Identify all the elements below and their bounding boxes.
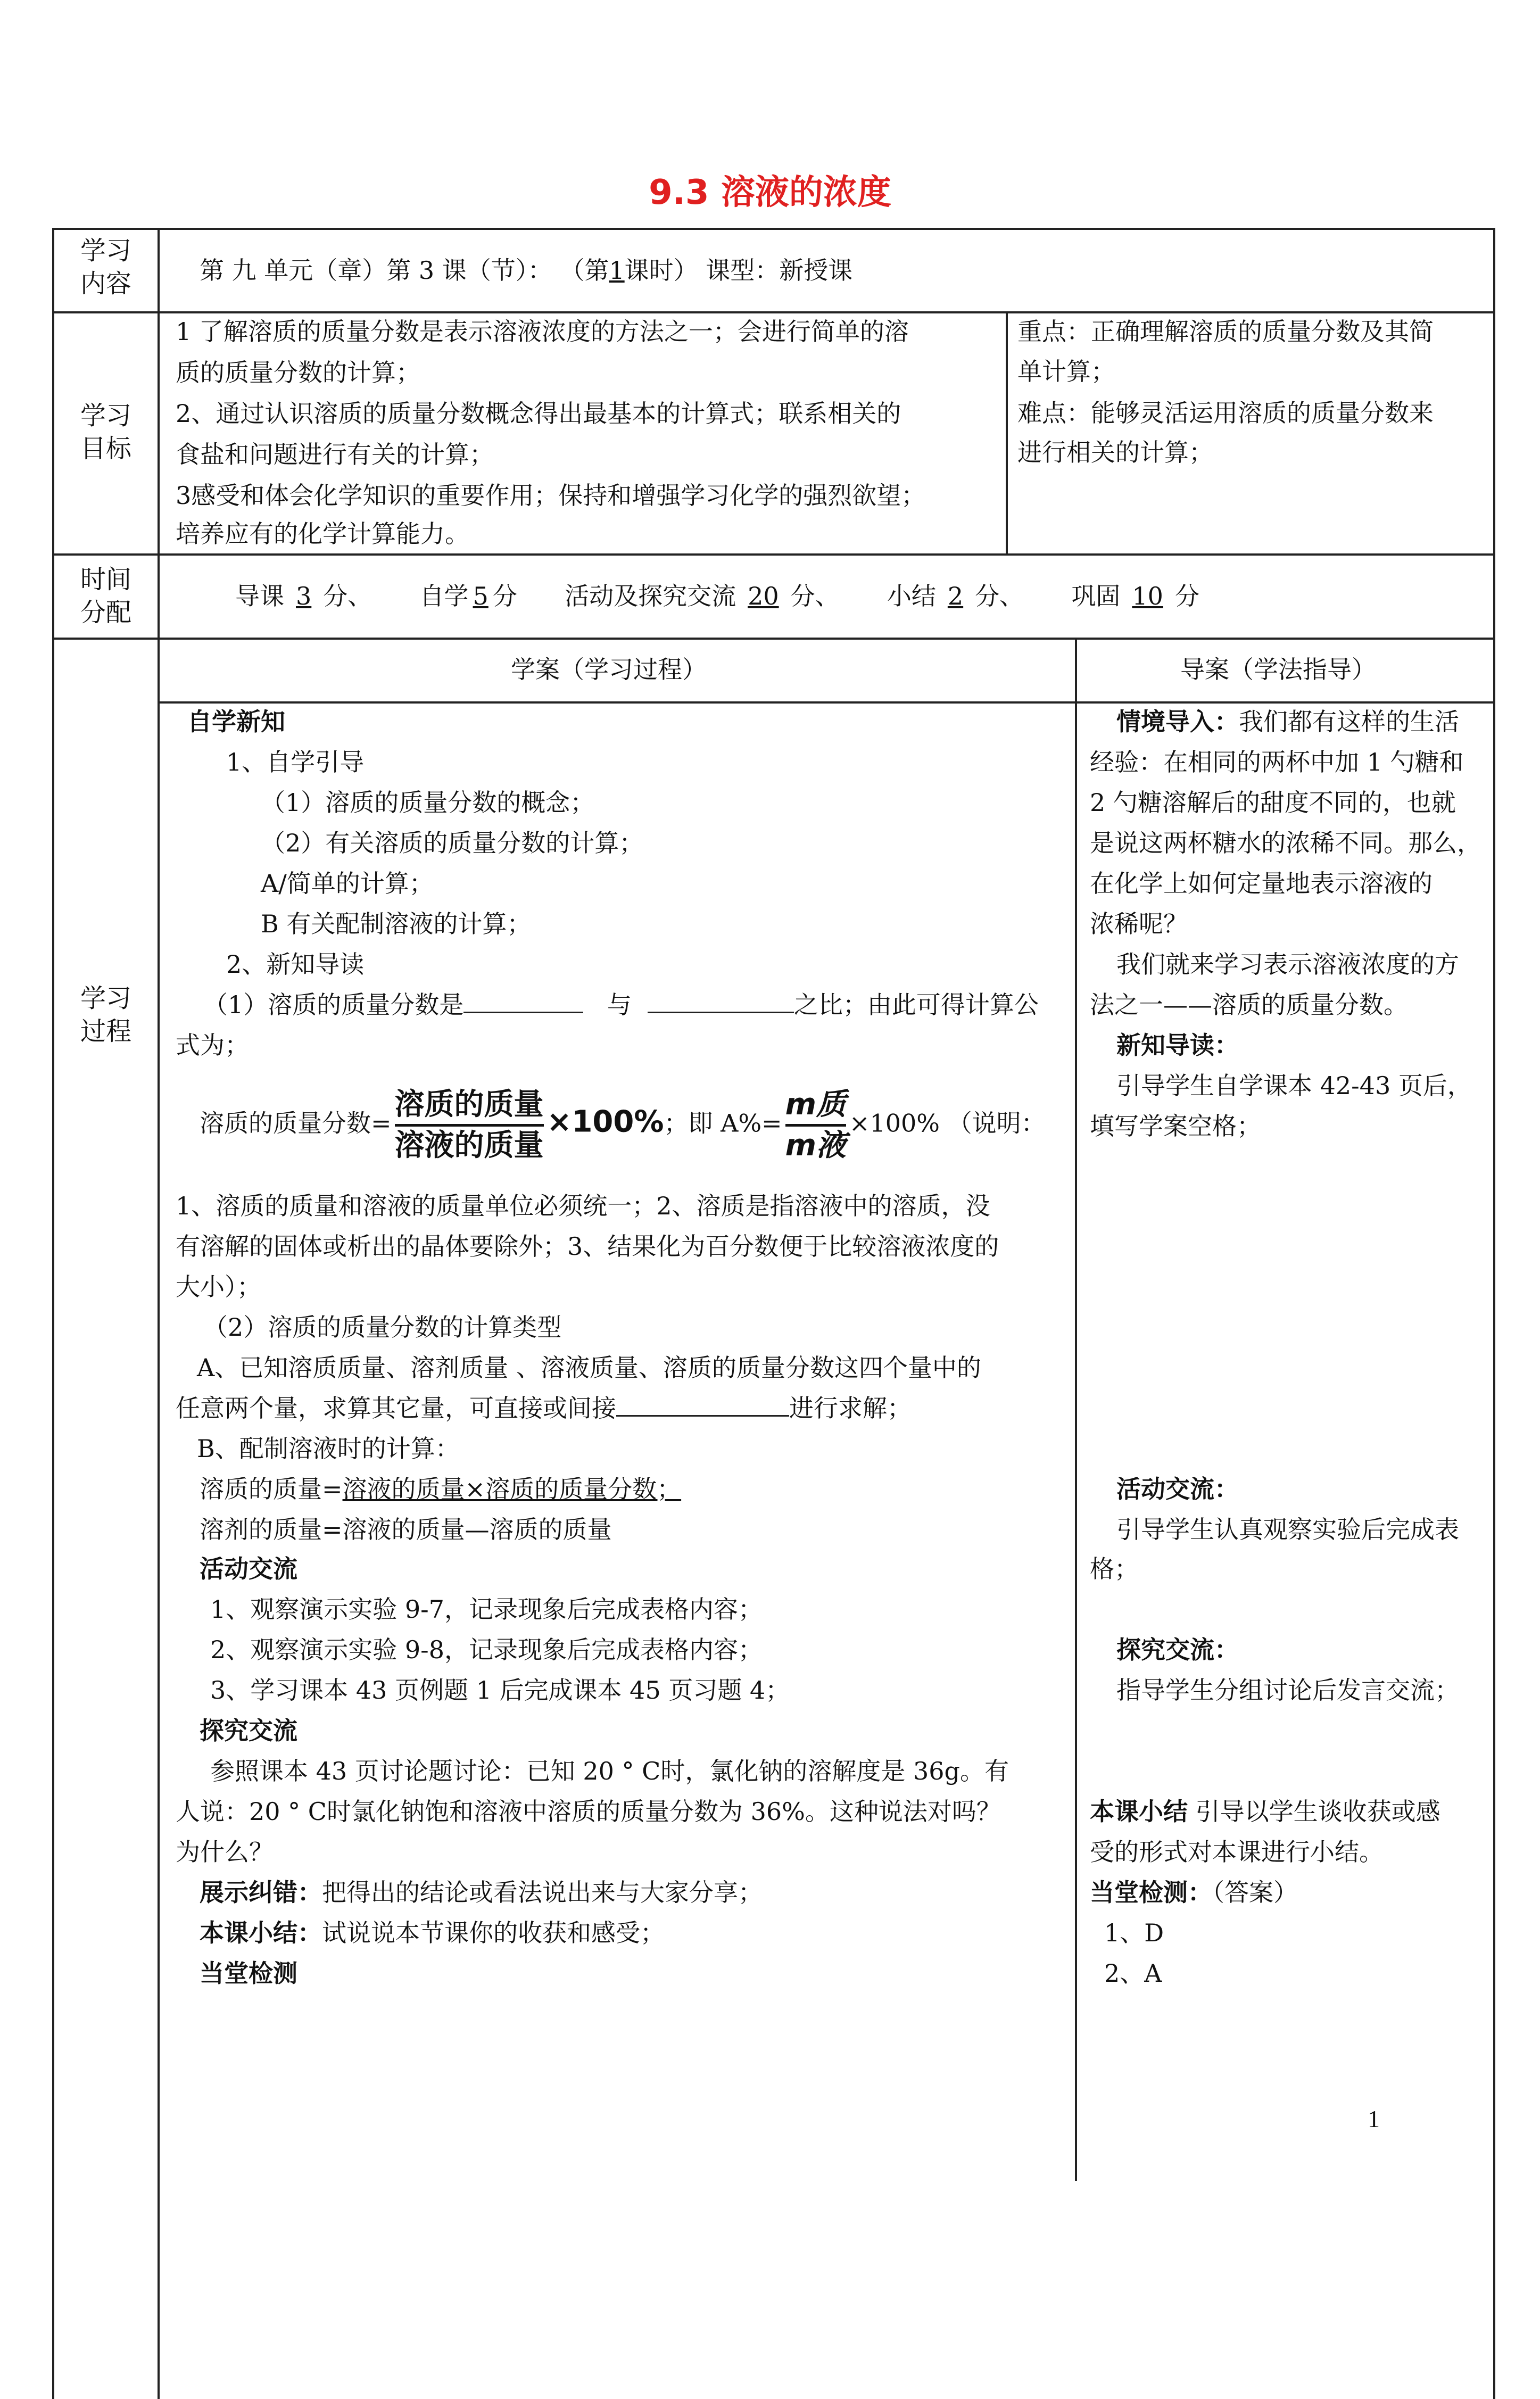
guide-line: 引导学生自学课本 42-43 页后， (1116, 1071, 1472, 1100)
process-line: 参照课本 43 页讨论题讨论：已知 20 ° C时，氯化钠的溶解度是 36g。有 (210, 1757, 1009, 1785)
label-study-goals: 学习 目标 (80, 401, 131, 464)
guide-line: 受的形式对本课进行小结。 (1090, 1838, 1384, 1866)
formula-fraction-short: $\frac{\text{m质}}{\text{m液}}$ (785, 1086, 846, 1165)
process-line: 大小）； (176, 1272, 261, 1301)
label-study-content: 学习 内容 (80, 236, 131, 299)
header-learning-plan: 学案（学习过程） (511, 655, 707, 684)
process-line: B 有关配制溶液的计算； (261, 909, 532, 938)
guide-line: 当堂检测：（答案） (1090, 1878, 1298, 1907)
blank-field[interactable] (648, 988, 794, 1013)
guide-line: 本课小结 引导以学生谈收获或感 (1090, 1797, 1440, 1826)
process-line: 本课小结：试说说本节课你的收获和感受； (200, 1918, 665, 1947)
label-study-process: 学习 过程 (80, 983, 131, 1046)
guide-heading: 新知导读： (1116, 1031, 1239, 1060)
guide-line: 法之一——溶质的质量分数。 (1090, 990, 1408, 1019)
process-line: 有溶解的固体或析出的晶体要除外；3、结果化为百分数便于比较溶液浓度的 (176, 1232, 999, 1261)
process-line: A/简单的计算； (261, 869, 434, 898)
key-point-line: 重点：正确理解溶质的质量分数及其简 (1017, 317, 1434, 346)
answer-line: 1、D (1104, 1918, 1164, 1947)
goal-line: 培养应有的化学计算能力。 (176, 519, 469, 548)
guide-line: 格； (1090, 1554, 1139, 1583)
process-line: 1、自学引导 (226, 748, 365, 776)
process-line: 2、观察演示实验 9-8，记录现象后完成表格内容； (210, 1635, 763, 1664)
label-time-allocation: 时间 分配 (80, 565, 131, 627)
section-in-class-test: 当堂检测 (200, 1959, 297, 1988)
guide-line: 在化学上如何定量地表示溶液的 (1090, 869, 1433, 898)
goal-line: 食盐和问题进行有关的计算； (176, 440, 494, 469)
fill-in-line: 任意两个量，求算其它量，可直接或间接 进行求解； (176, 1388, 912, 1429)
formula-fraction: $\frac{\text{溶质的质量}}{\text{溶液的质量}}$ (395, 1086, 544, 1165)
guide-line: 2 勺糖溶解后的甜度不同的，也就 (1090, 788, 1456, 817)
process-line: （2）溶质的质量分数的计算类型 (203, 1313, 562, 1342)
key-point-line: 难点：能够灵活运用溶质的质量分数来 (1017, 399, 1434, 427)
fill-in-line: （1）溶质的质量分数是 与 之比；由此可得计算公 (203, 985, 1039, 1025)
guide-line: 是说这两杯糖水的浓稀不同。那么， (1090, 829, 1481, 857)
time-allocation: 导课 3 分、 自学 5 分 活动及探究交流 20 分、 小结 2 分、 巩固 10 分 (235, 582, 1199, 610)
answer-line: 2、A (1104, 1959, 1162, 1988)
process-line: 人说：20 ° C时氯化钠饱和溶液中溶质的质量分数为 36%。这种说法对吗？ (176, 1797, 1001, 1826)
header-teaching-guide: 导案（学法指导） (1180, 655, 1376, 684)
document-title: 9.3 溶液的浓度 (649, 173, 891, 212)
process-line: B、配制溶液时的计算： (197, 1434, 460, 1463)
process-line: （2）有关溶质的质量分数的计算； (261, 829, 644, 857)
goal-line: 3感受和体会化学知识的重要作用；保持和增强学习化学的强烈欲望； (176, 481, 926, 510)
lesson-info: 第 九 单元（章）第 3 课（节）： （第1课时） 课型：新授课 (200, 256, 853, 285)
blank-field[interactable] (616, 1392, 789, 1417)
section-inquiry: 探究交流 (200, 1716, 297, 1745)
guide-line: 浓稀呢？ (1090, 909, 1188, 938)
key-point-line: 单计算； (1017, 357, 1115, 386)
guide-line: 情境导入：我们都有这样的生活 (1116, 707, 1459, 736)
page-number: 1 (1368, 2105, 1380, 2132)
goal-line: 1 了解溶质的质量分数是表示溶液浓度的方法之一；会进行简单的溶 (176, 317, 909, 346)
guide-heading: 活动交流： (1116, 1475, 1239, 1503)
process-line: 3、学习课本 43 页例题 1 后完成课本 45 页习题 4； (210, 1676, 790, 1705)
guide-line: 指导学生分组讨论后发言交流； (1116, 1676, 1459, 1705)
process-line: 溶质的质量=溶液的质量×溶质的质量分数； (200, 1475, 682, 1503)
process-line: 1、溶质的质量和溶液的质量单位必须统一；2、溶质是指溶液中的溶质，没 (176, 1192, 990, 1220)
guide-heading: 探究交流： (1116, 1635, 1239, 1664)
section-self-study: 自学新知 (187, 707, 285, 736)
process-line: 溶剂的质量=溶液的质量—溶质的质量 (200, 1515, 612, 1544)
process-line: （1）溶质的质量分数的概念； (261, 788, 595, 817)
guide-line: 经验：在相同的两杯中加 1 勺糖和 (1090, 748, 1464, 776)
process-line: 2、新知导读 (226, 950, 365, 979)
process-line: 展示纠错：把得出的结论或看法说出来与大家分享； (200, 1878, 763, 1907)
guide-line: 引导学生认真观察实验后完成表 (1116, 1515, 1459, 1544)
process-line: 式为； (176, 1031, 249, 1060)
process-line: 1、观察演示实验 9-7，记录现象后完成表格内容； (210, 1595, 763, 1624)
guide-line: 我们就来学习表示溶液浓度的方 (1116, 950, 1459, 979)
blank-field[interactable] (463, 988, 583, 1013)
section-activity: 活动交流 (200, 1554, 297, 1583)
mass-fraction-formula: 溶质的质量分数= $\frac{\text{溶质的质量}}{\text{溶液的质量}}$ ×100%；即 A%= $\frac{\text{m质}}{\text{m液}}$ ×100% （说明： (200, 1086, 1046, 1165)
guide-line: 填写学案空格； (1090, 1112, 1261, 1140)
goal-line: 质的质量分数的计算； (176, 358, 420, 387)
goal-line: 2、通过认识溶质的质量分数概念得出最基本的计算式；联系相关的 (176, 399, 901, 428)
key-point-line: 进行相关的计算； (1017, 438, 1213, 467)
process-line: A、已知溶质质量、溶剂质量 、溶液质量、溶质的质量分数这四个量中的 (197, 1353, 981, 1382)
process-line: 为什么？ (176, 1838, 274, 1866)
